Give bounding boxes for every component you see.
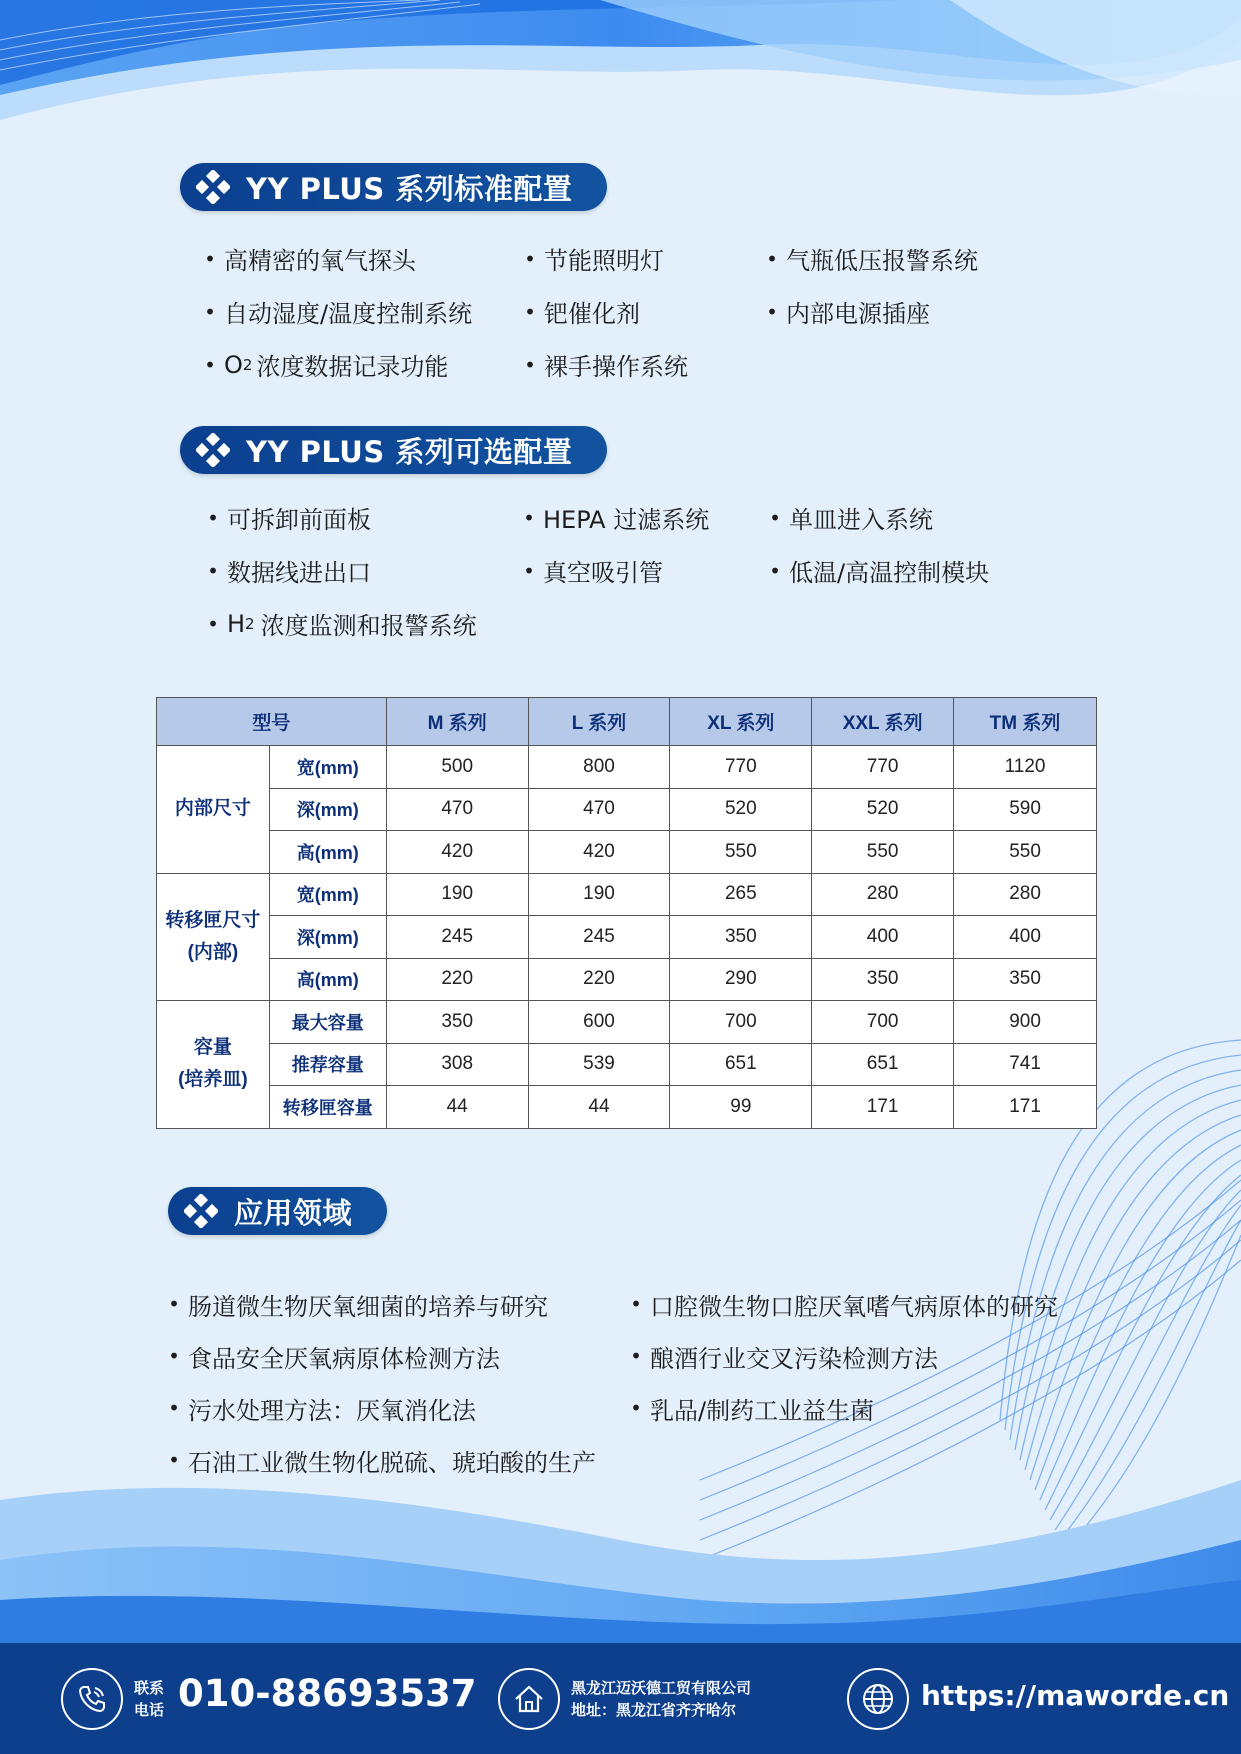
row-group-label: 内部尺寸 — [157, 746, 270, 874]
table-row — [157, 788, 1097, 831]
table-cell: 400 — [954, 916, 1097, 959]
table-cell: 800 — [528, 746, 670, 789]
list-item: • 真空吸引管 — [523, 558, 663, 587]
column-header: XXL 系列 — [812, 698, 954, 746]
table-cell: 171 — [812, 1086, 954, 1129]
table-cell: 550 — [812, 831, 954, 874]
list-item: • 酿酒行业交叉污染检测方法 — [630, 1344, 938, 1373]
list-item: • 裸手操作系统 — [524, 352, 688, 381]
company-address: 地址：黑龙江省齐齐哈尔 — [571, 1701, 737, 1719]
row-label: 推荐容量 — [269, 1043, 386, 1086]
table-cell: 520 — [670, 788, 812, 831]
optional-config-list — [199, 491, 1061, 650]
phone-number: 010-88693537 — [178, 1672, 477, 1715]
applications-header — [168, 1187, 387, 1235]
table-cell: 550 — [954, 831, 1097, 874]
table-cell: 350 — [670, 916, 812, 959]
table-cell: 280 — [954, 873, 1097, 916]
list-item: • 可拆卸前面板 — [207, 505, 371, 534]
list-item: • HEPA 过滤系统 — [523, 505, 710, 534]
table-cell: 420 — [386, 831, 528, 874]
list-item: • 自动湿度/温度控制系统 — [204, 299, 473, 328]
table-cell: 245 — [386, 916, 528, 959]
row-label: 高(mm) — [269, 831, 386, 874]
list-item: • 食品安全厌氧病原体检测方法 — [168, 1344, 500, 1373]
company-name: 黑龙江迈沃德工贸有限公司 — [571, 1679, 752, 1697]
table-cell: 470 — [528, 788, 670, 831]
applications-list — [160, 1278, 1082, 1486]
table-cell: 600 — [528, 1001, 670, 1044]
row-group-label: 转移匣尺寸 (内部) — [157, 873, 270, 1001]
table-cell: 44 — [386, 1086, 528, 1129]
table-cell: 44 — [528, 1086, 670, 1129]
row-label: 深(mm) — [269, 788, 386, 831]
list-item: • 高精密的氧气探头 — [204, 246, 416, 275]
table-header-row — [157, 698, 1097, 746]
list-item: • 气瓶低压报警系统 — [766, 246, 978, 275]
row-label: 转移匣容量 — [269, 1086, 386, 1129]
row-group-label: 容量 (培养皿) — [157, 1001, 270, 1129]
table-cell: 280 — [812, 873, 954, 916]
table-row — [157, 873, 1097, 916]
table-cell: 1120 — [954, 746, 1097, 789]
diamond-icon — [196, 433, 230, 467]
table-cell: 171 — [954, 1086, 1097, 1129]
table-cell: 700 — [812, 1001, 954, 1044]
table-row — [157, 746, 1097, 789]
diamond-icon — [184, 1194, 218, 1228]
table-cell: 741 — [954, 1043, 1097, 1086]
row-label: 高(mm) — [269, 958, 386, 1001]
table-cell: 350 — [812, 958, 954, 1001]
table-cell: 700 — [670, 1001, 812, 1044]
table-cell: 99 — [670, 1086, 812, 1129]
table-cell: 190 — [386, 873, 528, 916]
contact-label: 联系 电话 — [134, 1679, 165, 1719]
globe-icon — [847, 1668, 909, 1730]
diamond-icon — [196, 170, 230, 204]
table-cell: 539 — [528, 1043, 670, 1086]
table-cell: 220 — [528, 958, 670, 1001]
row-label: 宽(mm) — [269, 746, 386, 789]
column-header: XL 系列 — [670, 698, 812, 746]
home-icon — [498, 1668, 560, 1730]
table-cell: 420 — [528, 831, 670, 874]
table-row — [157, 916, 1097, 959]
list-item: • 数据线进出口 — [207, 558, 371, 587]
table-row — [157, 831, 1097, 874]
list-item: • 口腔微生物口腔厌氧嗜气病原体的研究 — [630, 1292, 1058, 1321]
list-item: • 节能照明灯 — [524, 246, 664, 275]
table-row — [157, 958, 1097, 1001]
list-item: • 乳品/制药工业益生菌 — [630, 1396, 875, 1425]
table-cell: 350 — [386, 1001, 528, 1044]
table-cell: 500 — [386, 746, 528, 789]
list-item: • 低温/高温控制模块 — [769, 558, 990, 587]
list-item: • 肠道微生物厌氧细菌的培养与研究 — [168, 1292, 548, 1321]
optional-config-header — [180, 426, 607, 474]
column-header: 型号 — [157, 698, 387, 746]
footer-bar — [0, 1643, 1241, 1754]
spec-table — [156, 697, 1097, 1129]
table-cell: 900 — [954, 1001, 1097, 1044]
section-title: YY PLUS 系列可选配置 — [246, 434, 573, 469]
table-cell: 220 — [386, 958, 528, 1001]
table-cell: 651 — [670, 1043, 812, 1086]
table-cell: 550 — [670, 831, 812, 874]
table-cell: 350 — [954, 958, 1097, 1001]
standard-config-header — [180, 163, 607, 211]
table-cell: 245 — [528, 916, 670, 959]
table-cell: 470 — [386, 788, 528, 831]
table-row — [157, 1086, 1097, 1129]
table-cell: 290 — [670, 958, 812, 1001]
list-item: • H 2 浓度监测和报警系统 — [207, 609, 477, 640]
standard-config-list — [196, 232, 1058, 391]
list-item: • 污水处理方法：厌氧消化法 — [168, 1396, 476, 1425]
company-info — [571, 1677, 751, 1721]
table-cell: 265 — [670, 873, 812, 916]
table-row — [157, 1001, 1097, 1044]
row-label: 最大容量 — [269, 1001, 386, 1044]
list-item: • 单皿进入系统 — [769, 505, 933, 534]
phone-icon — [61, 1668, 123, 1730]
column-header: L 系列 — [528, 698, 670, 746]
table-cell: 190 — [528, 873, 670, 916]
column-header: TM 系列 — [954, 698, 1097, 746]
row-label: 宽(mm) — [269, 873, 386, 916]
section-title: YY PLUS 系列标准配置 — [246, 171, 573, 206]
website-link[interactable]: https://maworde.cn — [921, 1679, 1230, 1712]
column-header: M 系列 — [386, 698, 528, 746]
table-row — [157, 1043, 1097, 1086]
table-cell: 308 — [386, 1043, 528, 1086]
table-cell: 770 — [812, 746, 954, 789]
list-item: • 钯催化剂 — [524, 299, 640, 328]
table-cell: 400 — [812, 916, 954, 959]
row-label: 深(mm) — [269, 916, 386, 959]
list-item: • 石油工业微生物化脱硫、琥珀酸的生产 — [168, 1448, 596, 1477]
list-item: • 内部电源插座 — [766, 299, 930, 328]
table-cell: 590 — [954, 788, 1097, 831]
table-cell: 770 — [670, 746, 812, 789]
list-item: • O 2 浓度数据记录功能 — [204, 350, 449, 381]
section-title: 应用领域 — [234, 1195, 353, 1230]
table-cell: 520 — [812, 788, 954, 831]
table-cell: 651 — [812, 1043, 954, 1086]
